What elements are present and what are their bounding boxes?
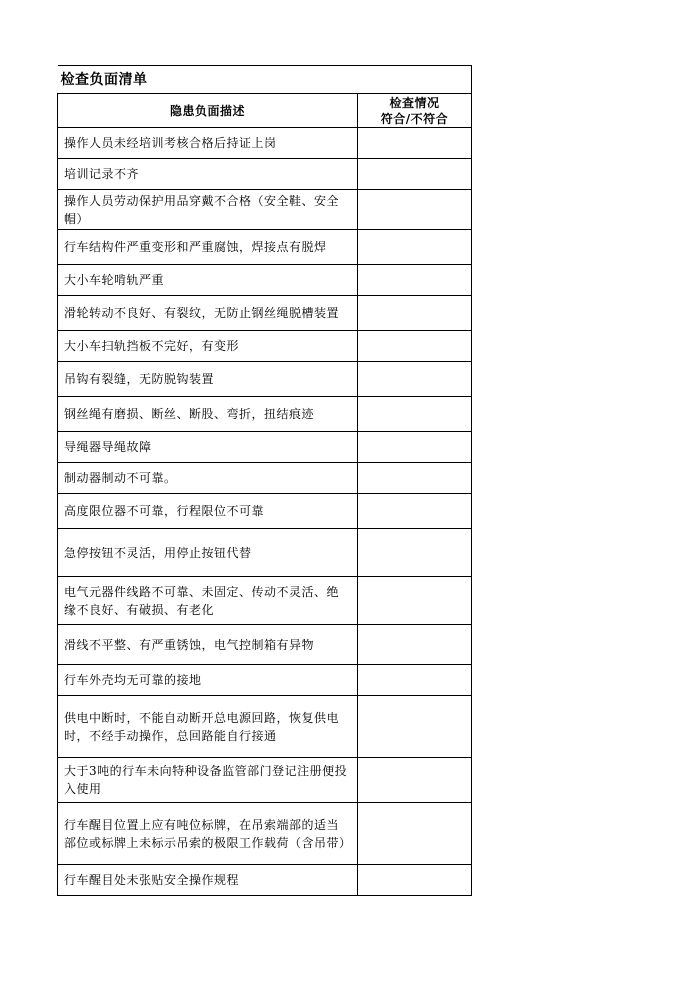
hazard-description: 培训记录不齐 (58, 159, 358, 190)
inspection-result-cell[interactable] (358, 865, 472, 896)
table-row (58, 159, 472, 190)
hazard-description: 供电中断时，不能自动断开总电源回路，恢复供电时，不经手动操作，总回路能自行接通 (58, 696, 358, 758)
inspection-result-cell[interactable] (358, 362, 472, 397)
inspection-result-cell[interactable] (358, 665, 472, 696)
hazard-description: 吊钩有裂缝，无防脱钩装置 (58, 362, 358, 397)
inspection-result-cell[interactable] (358, 432, 472, 463)
header-row (58, 94, 472, 128)
sheet-title: 检查负面清单 (58, 66, 472, 94)
table-row (58, 865, 472, 896)
hazard-description: 滑轮转动不良好、有裂纹，无防止钢丝绳脱槽装置 (58, 296, 358, 331)
hazard-description: 行车外壳均无可靠的接地 (58, 665, 358, 696)
hazard-description: 高度限位器不可靠，行程限位不可靠 (58, 494, 358, 529)
checklist-rows (58, 128, 472, 896)
inspection-result-cell[interactable] (358, 128, 472, 159)
table-row (58, 296, 472, 331)
hazard-description: 钢丝绳有磨损、断丝、断股、弯折，扭结痕迹 (58, 397, 358, 432)
hazard-description: 滑线不平整、有严重锈蚀，电气控制箱有异物 (58, 625, 358, 665)
table-row (58, 128, 472, 159)
inspection-result-cell[interactable] (358, 696, 472, 758)
description-header: 隐患负面描述 (58, 94, 358, 128)
table-row (58, 463, 472, 494)
table-row (58, 190, 472, 230)
inspection-result-cell[interactable] (358, 265, 472, 296)
hazard-description: 导绳器导绳故障 (58, 432, 358, 463)
inspection-result-cell[interactable] (358, 529, 472, 577)
inspection-result-cell[interactable] (358, 230, 472, 265)
table-row (58, 696, 472, 758)
inspection-result-cell[interactable] (358, 577, 472, 625)
status-header (358, 94, 472, 128)
hazard-description: 行车醒目处未张贴安全操作规程 (58, 865, 358, 896)
table-row (58, 758, 472, 803)
checklist-table (57, 65, 472, 896)
table-row (58, 265, 472, 296)
inspection-result-cell[interactable] (358, 190, 472, 230)
inspection-result-cell[interactable] (358, 625, 472, 665)
inspection-result-cell[interactable] (358, 296, 472, 331)
table-row (58, 529, 472, 577)
title-row (58, 66, 472, 94)
inspection-result-cell[interactable] (358, 494, 472, 529)
hazard-description: 操作人员劳动保护用品穿戴不合格（安全鞋、安全帽） (58, 190, 358, 230)
inspection-result-cell[interactable] (358, 463, 472, 494)
inspection-result-cell[interactable] (358, 397, 472, 432)
inspection-result-cell[interactable] (358, 159, 472, 190)
hazard-description: 电气元器件线路不可靠、未固定、传动不灵活、绝缘不良好、有破损、有老化 (58, 577, 358, 625)
inspection-result-cell[interactable] (358, 803, 472, 865)
table-row (58, 494, 472, 529)
hazard-description: 行车结构件严重变形和严重腐蚀，焊接点有脱焊 (58, 230, 358, 265)
hazard-description: 行车醒目位置上应有吨位标牌，在吊索端部的适当部位或标牌上未标示吊索的极限工作载荷（含吊带） (58, 803, 358, 865)
inspection-result-cell[interactable] (358, 758, 472, 803)
hazard-description: 急停按钮不灵活，用停止按钮代替 (58, 529, 358, 577)
table-row (58, 362, 472, 397)
inspection-result-cell[interactable] (358, 331, 472, 362)
hazard-description: 大小车轮啃轨严重 (58, 265, 358, 296)
table-row (58, 397, 472, 432)
table-row (58, 803, 472, 865)
hazard-description: 制动器制动不可靠。 (58, 463, 358, 494)
status-header-line1: 检查情况 (389, 95, 440, 110)
status-header-line2: 符合/不符合 (380, 111, 449, 126)
table-row (58, 625, 472, 665)
hazard-description: 操作人员未经培训考核合格后持证上岗 (58, 128, 358, 159)
hazard-description: 大小车扫轨挡板不完好，有变形 (58, 331, 358, 362)
table-row (58, 577, 472, 625)
table-row (58, 331, 472, 362)
hazard-description: 大于3吨的行车未向特种设备监管部门登记注册便投入使用 (58, 758, 358, 803)
table-row (58, 665, 472, 696)
table-row (58, 432, 472, 463)
table-row (58, 230, 472, 265)
